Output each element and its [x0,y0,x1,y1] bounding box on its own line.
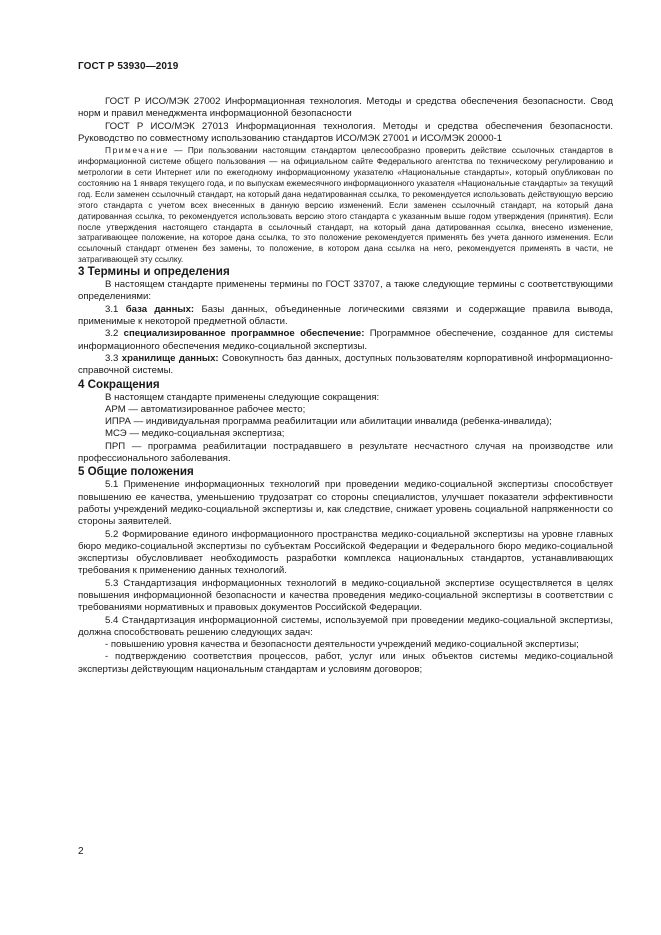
section-3-title: 3 Термины и определения [78,265,230,279]
section-5-paragraph: 5.4 Стандартизация информационной системы, используемой при проведении медико-социальной экспертизы, должна способствовать решению следующих задач: [78,614,613,638]
term-entry [78,328,613,353]
section-3-intro: В настоящем стандарте применены термины по ГОСТ 33707, а также следующие термины с соответствующими определениями: [78,279,613,303]
abbreviation-item: ПРП — программа реабилитации пострадавшего в результате несчастного случая на производстве или профессионального заболевания. [78,440,613,465]
section-5-paragraph: 5.2 Формирование единого информационного пространства медико-социальной экспертизы на уровне главных бюро медико-социальной экспертизы по субъектам Российской Федерации и Федерального бюро медико-социальной экспертизы обусловливает необходимость разработки комплекса национальных стандартов, устанавливающих требования к применению данных технологий. [78,528,613,577]
section-5-paragraph: 5.1 Применение информационных технологий при проведении медико-социальной экспертизы способствует повышению ее качества, уменьшению трудозатрат со стороны специалистов, улучшает показатели эффективности работы учреждений медико-социальной экспертизы и, как следствие, снижает уровень социальной напряженности со стороны заявителей. [78,479,613,528]
reference-item: ГОСТ Р ИСО/МЭК 27002 Информационная технология. Методы и средства обеспечения безопасности. Свод норм и правил менеджмента информационной безопасности [78,96,613,120]
section-5-title: 5 Общие положения [78,465,194,479]
term-name: хранилище данных: [121,352,219,364]
term-number: 3.1 [105,303,126,315]
reference-item: ГОСТ Р ИСО/МЭК 27013 Информационная технология. Методы и средства обеспечения безопасности. Руководство по совместному использованию стандартов ИСО/МЭК 27001 и ИСО/МЭК 20000-1 [78,120,613,144]
note-text: — При пользовании настоящим стандартом целесообразно проверить действие ссылочных стандартов в информационной системе общего пользования — на официальном сайте Федерального агентства по техническому регулированию и метрологии в сети Интернет или по ежегодному информационному указателю «Национальные стандарты», который опубликован по состоянию на 1 января текущего года, и по выпускам ежемесячного информационного указателя «Национальные стандарты» за текущий год. Если заменен ссылочный стандарт, на который дана недатированная ссылка, то рекомендуется использовать действующую версию этого стандарта с учетом всех внесенных в данную версию изменений. Если заменен ссылочный стандарт, на который дана датированная ссылка, то рекомендуется использовать версию этого стандарта с указанным выше годом утверждения (принятия). Если после утверждения настоящего стандарта в ссылочный стандарт, на который дана датированная ссылка, внесено изменение, затрагивающее положение, на которое дана ссылка, то это положение рекомендуется применять без учета данного изменения. Если ссылочный стандарт отменен без замены, то положение, в котором дана ссылка на него, рекомендуется применять в части, не затрагивающей эту ссылку. [78,145,613,265]
term-name: специализированное программное обеспечение: [123,328,365,340]
term-definition: Совокупность баз данных, доступных пользователям корпоративной информационно-справочной системы. [78,352,613,377]
term-definition: Базы данных, объединенные логическими связями и содержащие правила вывода, применимые к некоторой предметной области. [78,303,613,328]
term-number: 3.2 [105,328,124,340]
note-label: Примечание [105,145,170,156]
term-name: база данных: [125,303,195,315]
normative-references [78,96,613,145]
document-header: ГОСТ Р 53930—2019 [78,61,179,72]
term-number: 3.3 [105,352,122,364]
term-entry [78,353,613,378]
term-entry [78,304,613,329]
section-4-intro: В настоящем стандарте применены следующие сокращения: [105,391,380,403]
page-content [78,96,613,676]
section-5-list-item: - повышению уровня качества и безопасности деятельности учреждений медико-социальной экспертизы; [105,639,579,651]
abbreviation-item: МСЭ — медико-социальная экспертиза; [105,428,285,440]
section-4-title: 4 Сокращения [78,377,160,391]
abbreviation-item: ИПРА — индивидуальная программа реабилитации или абилитации инвалида (ребенка-инвалида); [105,416,552,428]
section-5-paragraph: 5.3 Стандартизация информационных технологий в медико-социальной экспертизе осуществляется в целях повышения информационной безопасности и качества проведения медико-социальной экспертизы в соответствии с требованиями нормативных и правовых документов Российской Федерации. [78,577,613,614]
section-5-list-item: - подтверждению соответствия процессов, работ, услуг или иных объектов системы медико-социальной экспертизы действующим национальным стандартам и условиям договоров; [78,651,613,675]
reference-note [78,145,613,265]
page-number: 2 [78,846,84,857]
term-definition: Программное обеспечение, созданное для системы информационного обеспечения медико-социальной экспертизы. [78,328,613,352]
abbreviation-item: АРМ — автоматизированное рабочее место; [105,403,306,415]
